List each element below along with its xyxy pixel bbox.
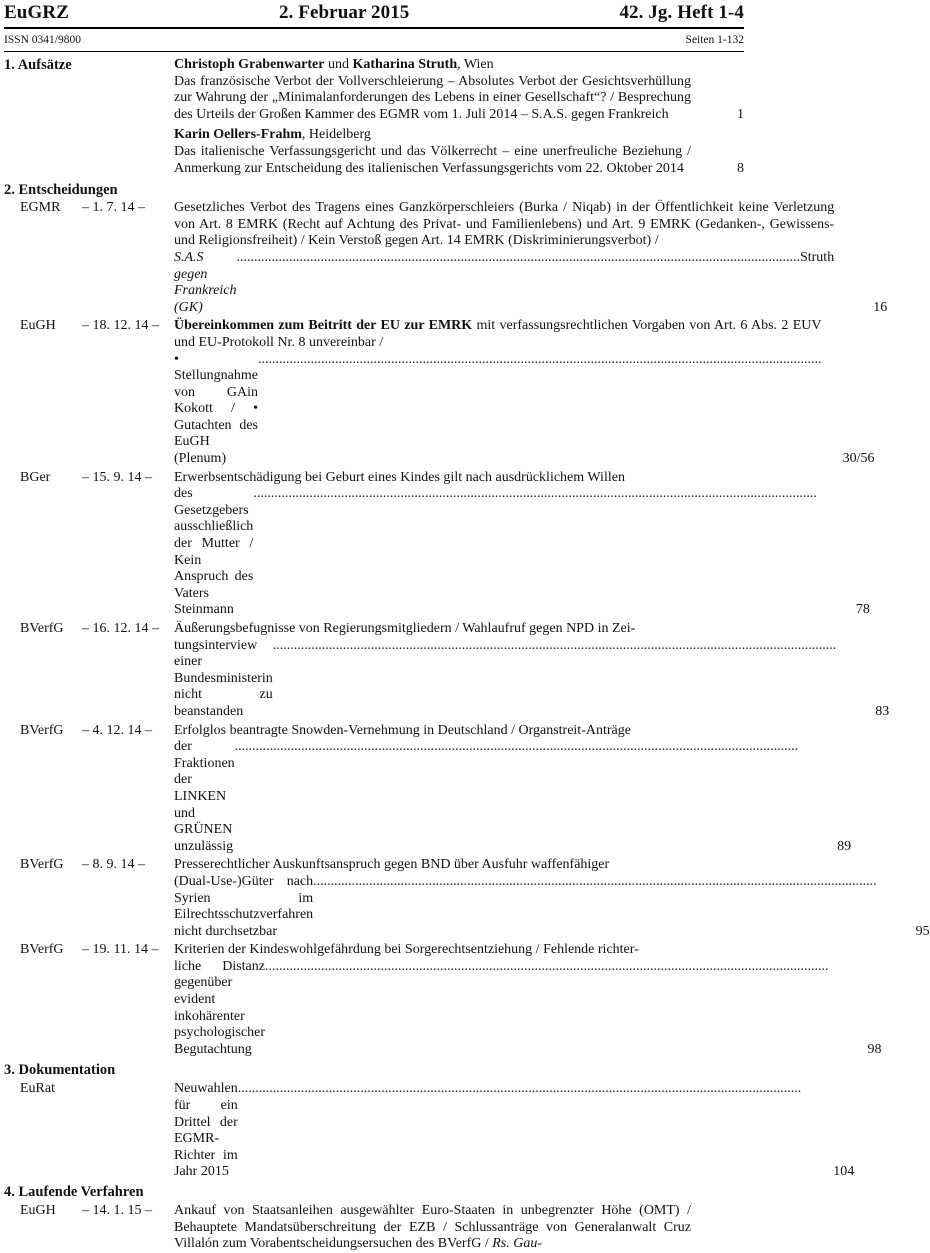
page-number: 95 [915,923,930,939]
page-number: 83 [875,703,890,719]
decision-summary: Übereinkommen zum Beitritt der EU zur EMRK mit verfassungsrechtlichen Vorgaben von Art. 6 Abs. 2 EUV und EU-Protokoll Nr. 8 unvereinbar / [174,318,822,350]
decision-entry: BGer – 15. 9. 14 – Erwerbsentschädigung bei Geburt eines Kindes gilt nach ausdrücklichem Willen des Gesetzgebers ausschließlich der Mutter / Kein Anspruch des Vaters ..... Steinmann 78 [4,470,744,619]
decision-date: – 18. 12. 14 – [82,318,159,334]
page-range: Seiten 1-132 [685,34,744,46]
section-decisions [4,182,930,1058]
decision-summary: Presserechtlicher Auskunftsanspruch gegen BND über Ausfuhr waffenfähiger [174,857,610,873]
section-articles [4,57,744,177]
court-name: BGer [20,469,51,485]
decision-date: – 1. 7. 14 – [82,200,145,216]
court-name: BVerfG [20,722,64,738]
issn: ISSN 0341/9800 [4,34,81,46]
decision-date: – 15. 9. 14 – [82,469,152,485]
decision-date: – 16. 12. 14 – [82,621,159,636]
header-rule [4,27,744,29]
documentation-entry: EuRat Neuwahlen für ein Drittel der EGMR-Richter im Jahr 2015 ..... 104 [4,1081,744,1181]
decision-entry: BVerfG – 4. 12. 14 – Erfolglos beantragte Snowden-Vernehmung in Deutschland / Organstreit-Anträge der Fraktionen der LINKEN und GRÜNEN unzulässig ..... 89 [4,723,744,856]
commentator: Struth [799,249,835,265]
page-number: 16 [873,299,888,315]
page-number: 30/56 [842,451,875,467]
article-entry [4,57,744,123]
decision-summary: Erwerbsentschädigung bei Geburt eines Kindes gilt nach ausdrücklichem Willen [174,469,625,485]
section-pending [4,1184,744,1253]
court-name: BVerfG [20,857,64,873]
article-title: Das französische Verbot der Vollverschleierung – Absolutes Verbot der Gesichtsverhüllung zur Wahrung der „Minimalanforderungen des Lebens in einer Gesellschaft“? / Besprechung des Urteils der Großen Kammer des EGMR vom 1. Juli 2014 – S.A.S. gegen Frankreich [174,73,691,122]
case-name: S.A.S gegen Frankreich (GK) [174,249,237,315]
section-documentation [4,1062,855,1181]
decision-summary: Gesetzliches Verbot des Tragens eines Ganzkörperschleiers (Burka / Niqab) in der Öffentlichkeit keine Verletzung von Art. 8 EMRK (Recht auf Achtung des Privat- und Familienlebens) und Art. 9 EMRK (Gedanken-, Gewissens- und Religionsfreiheit) / Kein Verstoß gegen Art. 14 EMRK (Diskriminierungsverbot) / [174,200,835,249]
pending-entry [4,1203,744,1253]
article-entry [4,127,744,177]
decision-date: – 8. 9. 14 – [82,857,145,873]
page-number: 1 [737,106,744,122]
section-title: 2. Entscheidungen [4,182,118,199]
decision-summary: Äußerungsbefugnisse von Regierungsmitgliedern / Wahlaufruf gegen NPD in Zei- [174,621,636,636]
journal-name: EuGRZ [4,2,69,23]
page-number: 78 [855,602,870,618]
section-title: 1. Aufsätze [4,57,72,73]
decision-entry: BVerfG – 16. 12. 14 – Äußerungsbefugnisse von Regierungsmitgliedern / Wahlaufruf gegen NPD in Zei- tungsinterview einer Bundesministerin nicht zu beanstanden ..... 83 [4,621,744,721]
article-authors: Christoph Grabenwarter und Katharina Struth, Wien [174,57,494,72]
decision-entry [4,200,888,316]
journal-header [4,0,744,24]
opinion-refs: • Stellungnahme von GAin Kokott / • Gutachten des EuGH (Plenum) [174,351,258,467]
issue-date: 2. Februar 2015 [278,2,410,23]
page-number: 8 [737,160,744,176]
decision-summary: Kriterien der Kindeswohlgefährdung bei Sorgerechtsentziehung / Fehlende richter- [174,942,639,958]
subheader-rule [4,51,744,52]
subheader [4,34,744,46]
article-title: Das italienische Verfassungsgericht und das Völkerrecht – eine unerfreuliche Beziehung / Anmerkung zur Entscheidung des italienischen Verfassungsgerichts vom 22. Oktober 2014 [174,143,691,176]
court-name: EuGH [20,318,56,334]
court-name: EuGH [20,1203,56,1218]
article-authors: Karin Oellers-Frahm, Heidelberg [174,127,371,143]
decision-entry [4,318,875,467]
court-name: EuRat [20,1081,55,1097]
decision-entry: BVerfG – 8. 9. 14 – Presserechtlicher Auskunftsanspruch gegen BND über Ausfuhr waffenfähiger (Dual-Use-)Güter nach Syrien im Eilrechtsschutzverfahren nicht durchsetzbar ..... 95 [4,857,744,940]
volume-issue: 42. Jg. Heft 1-4 [619,2,744,23]
page-number: 98 [867,1041,882,1057]
decision-date: – 4. 12. 14 – [82,722,152,738]
page-number: 104 [833,1164,855,1180]
page-number: 89 [837,838,852,854]
decision-date: – 19. 11. 14 – [82,942,159,958]
court-name: BVerfG [20,621,64,636]
court-name: BVerfG [20,942,64,958]
section-title: 3. Dokumentation [4,1062,116,1079]
pending-summary: Ankauf von Staatsanleihen ausgewählter Euro-Staaten in unbegrenzter Höhe (OMT) / Behauptete Mandatsüberschreitung der EZB / Schlussanträge von Generalanwalt Cruz Villalón zum Vorabentscheidungsersuchen des BVerfG / Rs. Gau- [174,1203,691,1252]
court-name: EGMR [20,200,61,216]
decision-date: – 14. 1. 15 – [82,1203,152,1218]
decision-entry: BVerfG – 19. 11. 14 – Kriterien der Kindeswohlgefährdung bei Sorgerechtsentziehung / Fehlende richter- liche Distanz gegenüber evident inkohärenter psychologischer Begutachtung ..... 98 [4,942,744,1058]
commentator: Steinmann [174,602,234,618]
decision-summary: Erfolglos beantragte Snowden-Vernehmung in Deutschland / Organstreit-Anträge [174,722,631,738]
section-title: 4. Laufende Verfahren [4,1184,144,1200]
